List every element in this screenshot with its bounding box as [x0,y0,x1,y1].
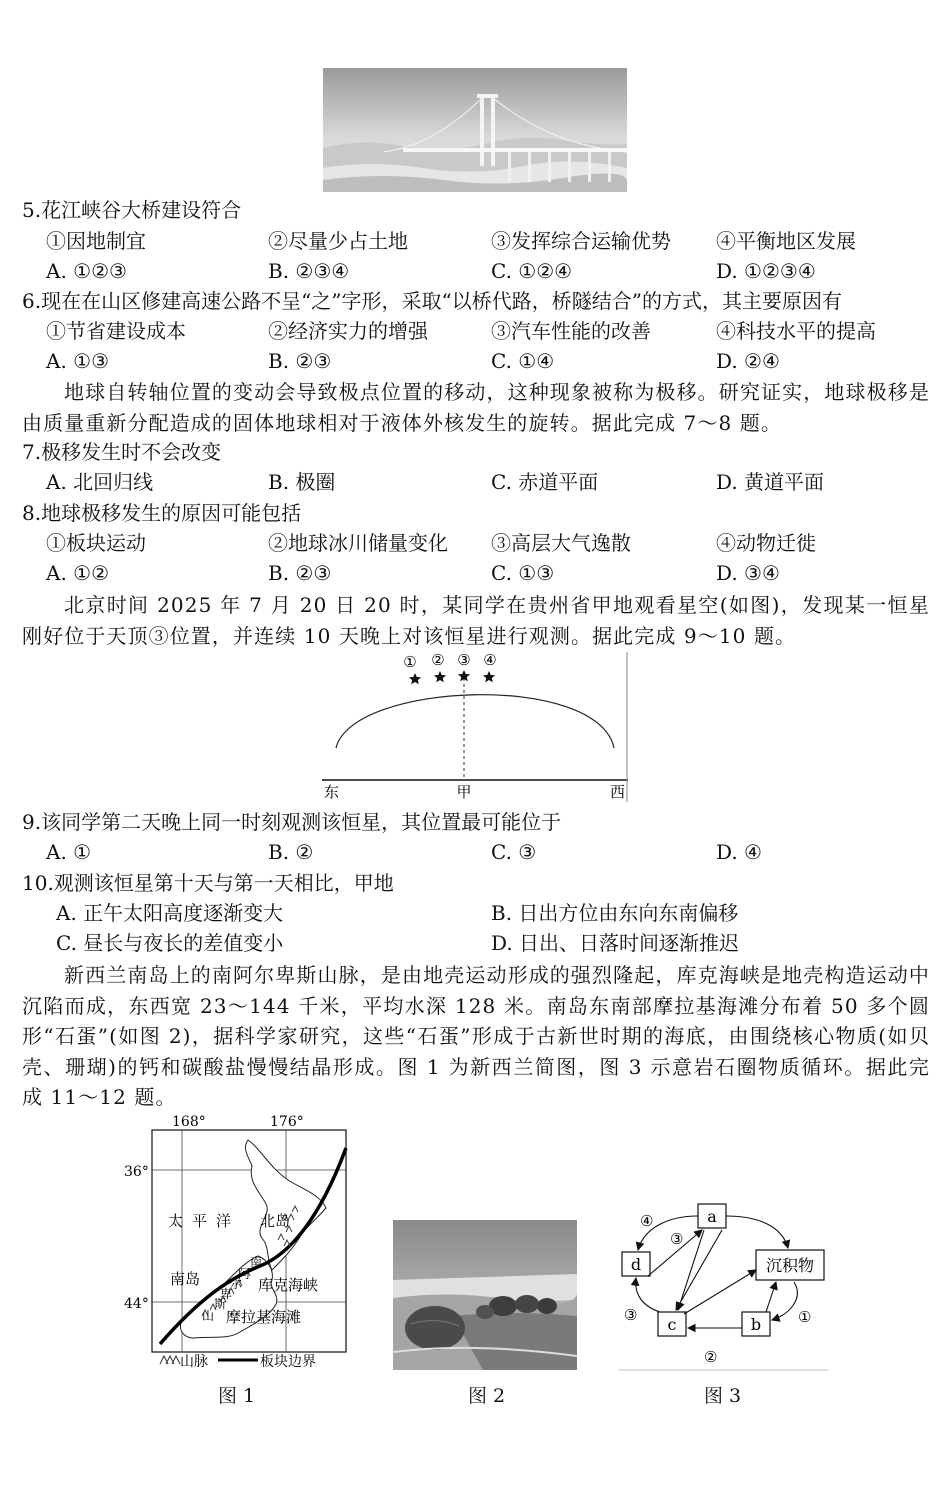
q6-option-d: D. ②④ [716,349,780,373]
q8-item-2: ②地球冰川储量变化 [268,531,448,555]
legend-mountain: 山脉 [180,1354,208,1370]
q8-option-b: B. ②③ [268,561,332,585]
q7-option-b: B. 极圈 [268,470,336,494]
alps-char-6: 山 [202,1309,215,1323]
q9-option-a: A. ① [46,840,92,864]
q8-option-a: A. ①② [46,561,110,585]
moeraki-label: 摩拉基海滩 [226,1308,302,1326]
node-b: b [750,1315,762,1334]
figure-3-rock-cycle [618,1202,828,1374]
sky-east-label: 东 [324,783,340,801]
alps-char-4: 卑 [220,1287,233,1301]
q6-option-c: C. ①④ [491,349,555,373]
q9-option-c: C. ③ [491,840,537,864]
lat-44: 44° [124,1296,149,1312]
pacific-char-3: 洋 [216,1212,232,1230]
arrow-label-3-left: ③ [624,1306,638,1324]
node-d: d [630,1255,642,1274]
legend-boundary: 板块边界 [260,1354,316,1370]
q6-item-1: ①节省建设成本 [46,319,186,343]
alps-char-5: 斯 [214,1297,227,1311]
figure-2-caption: 图 2 [468,1385,506,1407]
q6-item-2: ②经济实力的增强 [268,319,428,343]
q6-option-a: A. ①③ [46,349,110,373]
q7-option-a: A. 北回归线 [46,470,154,494]
q9-stem: 9.该同学第二天晚上同一时刻观测该恒星，其位置最可能位于 [22,810,562,834]
q7-stem: 7.极移发生时不会改变 [22,440,222,464]
alps-char-2: 阿 [238,1267,251,1281]
q5-item-3: ③发挥综合运输优势 [491,229,671,253]
star-4 [483,671,495,682]
figure-1-new-zealand-map [120,1108,360,1372]
figure-2-boulders-photo [393,1220,577,1370]
q10-option-a: A. 正午太阳高度逐渐变大 [56,901,284,925]
arrow-label-3-top: ③ [670,1230,684,1248]
q6-stem: 6.现在在山区修建高速公路不呈“之”字形，采取“以桥代路，桥隧结合”的方式，其主要原因有 [22,289,842,313]
q8-item-4: ④动物迁徙 [716,531,816,555]
sky-label-3: ③ [457,652,471,669]
arrow-label-1: ① [798,1308,812,1326]
passage-star-observation: 北京时间 2025 年 7 月 20 日 20 时，某同学在贵州省甲地观看星空(如图)，发现某一恒星刚好位于天顶③位置，并连续 10 天晚上对该恒星进行观测。据此完成 9～10 题。 [22,593,930,648]
q5-stem: 5.花江峡谷大桥建设符合 [22,198,242,222]
q6-item-4: ④科技水平的提高 [716,319,876,343]
passage-new-zealand: 新西兰南岛上的南阿尔卑斯山脉，是由地壳运动形成的强烈隆起，库克海峡是地壳构造运动中沉陷而成，东西宽 23～144 千米，平均水深 128 米。南岛东南部摩拉基海滩分布着 50 多个圆形“石蛋”(如图 2)，据科学家研究，这些“石蛋”形成于古新世时期的海底，由围绕核心物质(如贝壳、珊瑚)的钙和碳酸盐慢慢结晶形成。图 1 为新西兰简图，图 3 示意岩石圈物质循环。据此完成 11～12 题。 [22,963,930,1109]
q6-option-b: B. ②③ [268,349,332,373]
star-2 [434,671,446,682]
pacific-char-2: 平 [192,1212,208,1230]
star-1 [409,673,421,684]
sky-jia-label: 甲 [456,783,472,801]
lon-176: 176° [270,1114,304,1130]
q8-option-d: D. ③④ [716,561,780,585]
arrow-label-2: ② [704,1348,718,1366]
node-c: c [667,1315,677,1334]
q5-item-1: ①因地制宜 [46,229,146,253]
q5-option-d: D. ①②③④ [716,259,816,283]
q10-option-c: C. 昼长与夜长的差值变小 [56,931,284,955]
q8-option-c: C. ①③ [491,561,555,585]
sky-label-2: ② [431,652,445,669]
sky-label-4: ④ [483,652,497,669]
q8-item-3: ③高层大气逸散 [491,531,631,555]
q10-option-d: D. 日出、日落时间逐渐推迟 [491,931,740,955]
node-a: a [707,1207,717,1226]
figure-3-caption: 图 3 [704,1385,742,1407]
sky-west-label: 西 [610,783,626,801]
north-island-label: 北岛 [260,1212,291,1230]
passage-polar-motion: 地球自转轴位置的变动会导致极点位置的移动，这种现象被称为极移。研究证实，地球极移是由质量重新分配造成的固体地球相对于液体外核发生的旋转。据此完成 7～8 题。 [22,380,930,435]
alps-char-1: 南 [250,1255,263,1269]
bridge-photo [323,68,627,192]
q5-item-2: ②尽量少占土地 [268,229,408,253]
q9-option-b: B. ② [268,840,314,864]
alps-char-3: 尔 [230,1277,243,1291]
cook-strait-label: 库克海峡 [258,1276,319,1294]
q5-option-c: C. ①②④ [491,259,573,283]
sky-label-1: ① [403,653,417,671]
q9-option-d: D. ④ [716,840,762,864]
q7-option-c: C. 赤道平面 [491,470,599,494]
lon-168: 168° [172,1114,206,1130]
q5-item-4: ④平衡地区发展 [716,229,856,253]
q8-item-1: ①板块运动 [46,531,146,555]
q10-option-b: B. 日出方位由东向东南偏移 [491,901,739,925]
sky-diagram [322,652,628,802]
figure-1-caption: 图 1 [218,1385,256,1407]
q7-option-d: D. 黄道平面 [716,470,825,494]
q5-option-a: A. ①②③ [46,259,127,283]
arrow-label-4: ④ [640,1212,654,1230]
pacific-char-1: 太 [168,1212,184,1230]
node-sediment: 沉积物 [765,1256,815,1275]
q6-item-3: ③汽车性能的改善 [491,319,651,343]
q10-stem: 10.观测该恒星第十天与第一天相比，甲地 [22,871,394,895]
south-island-label: 南岛 [170,1270,201,1288]
q5-option-b: B. ②③④ [268,259,350,283]
lat-36: 36° [124,1164,149,1180]
q8-stem: 8.地球极移发生的原因可能包括 [22,501,302,525]
